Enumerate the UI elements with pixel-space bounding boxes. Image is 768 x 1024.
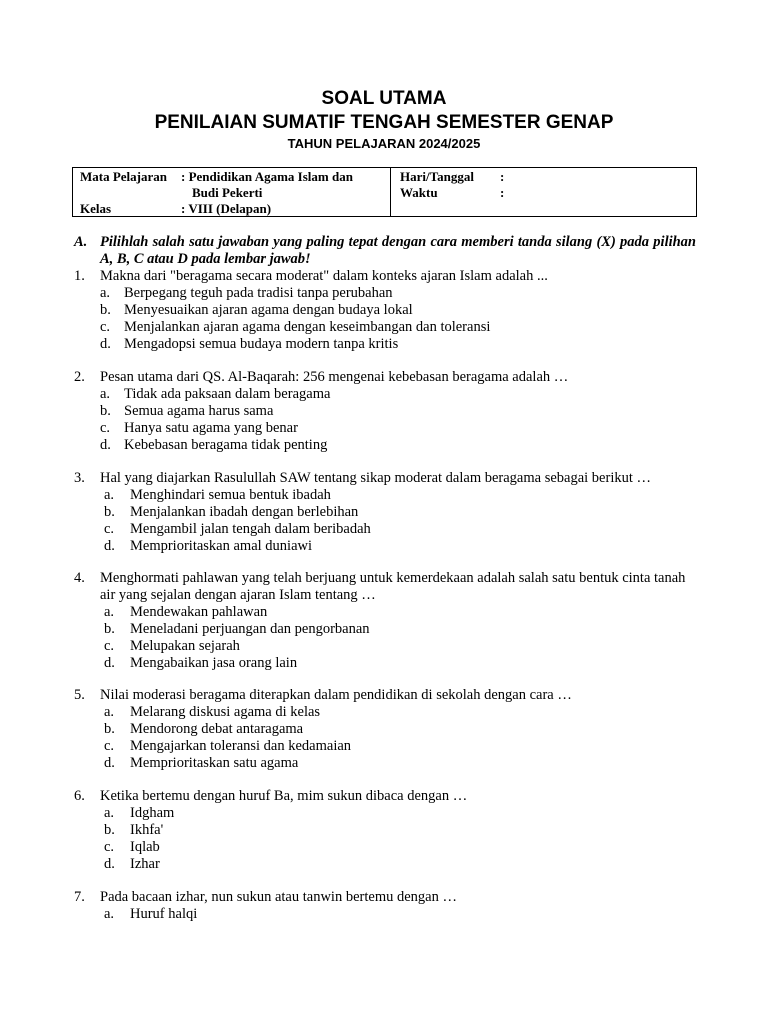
time-label: Waktu	[400, 185, 438, 200]
option-letter: b.	[104, 621, 115, 637]
subject-label: Mata Pelajaran	[80, 169, 168, 184]
option-text: Mendorong debat antaragama	[130, 721, 304, 737]
question-number: 6.	[74, 788, 85, 804]
option-text: Mengabaikan jasa orang lain	[130, 655, 298, 671]
question-5	[74, 687, 696, 772]
option-text: Idgham	[130, 805, 175, 821]
option-c	[74, 638, 696, 655]
question-3	[74, 470, 696, 555]
option-letter: c.	[104, 839, 115, 855]
option-c	[74, 521, 696, 538]
option-a	[74, 906, 696, 923]
option-letter: d.	[104, 538, 115, 554]
option-text: Berpegang teguh pada tradisi tanpa perubahan	[124, 285, 393, 301]
option-text: Tidak ada paksaan dalam beragama	[124, 386, 331, 402]
option-b	[74, 822, 696, 839]
question-number: 7.	[74, 889, 85, 905]
option-text: Huruf halqi	[130, 906, 198, 922]
option-text: Semua agama harus sama	[124, 403, 274, 419]
option-c	[74, 319, 696, 336]
option-letter: d.	[100, 437, 111, 453]
option-letter: b.	[100, 403, 111, 419]
section-marker: A.	[74, 234, 88, 250]
option-d	[74, 336, 696, 353]
option-letter: b.	[104, 721, 115, 737]
question-number: 2.	[74, 369, 85, 385]
option-text: Menjalankan ajaran agama dengan keseimbangan dan toleransi	[124, 319, 491, 335]
option-letter: d.	[104, 856, 115, 872]
question-6	[74, 788, 696, 873]
option-letter: a.	[104, 704, 115, 720]
option-letter: c.	[100, 319, 111, 335]
option-b	[74, 403, 696, 420]
option-text: Mengadopsi semua budaya modern tanpa kritis	[124, 336, 399, 352]
option-letter: d.	[104, 755, 115, 771]
exam-title: SOAL UTAMA	[321, 88, 447, 109]
option-b	[74, 504, 696, 521]
question-text: Pesan utama dari QS. Al-Baqarah: 256 mengenai kebebasan beragama adalah …	[100, 369, 569, 385]
option-a	[74, 285, 696, 302]
option-text: Melupakan sejarah	[130, 638, 240, 654]
option-letter: a.	[100, 386, 111, 402]
option-b	[74, 721, 696, 738]
option-b	[74, 302, 696, 319]
option-text: Izhar	[130, 856, 160, 872]
option-text: Meneladani perjuangan dan pengorbanan	[130, 621, 370, 637]
option-a	[74, 604, 696, 621]
option-a	[74, 704, 696, 721]
option-d	[74, 856, 696, 873]
option-b	[74, 621, 696, 638]
day-date-value: :	[500, 169, 505, 184]
option-letter: d.	[104, 655, 115, 671]
question-number: 1.	[74, 268, 85, 284]
option-text: Mendewakan pahlawan	[130, 604, 268, 620]
section-instruction	[74, 234, 696, 268]
day-date-label: Hari/Tanggal	[400, 169, 474, 184]
question-text: Nilai moderasi beragama diterapkan dalam pendidikan di sekolah dengan cara …	[100, 687, 572, 703]
option-a	[74, 487, 696, 504]
option-letter: b.	[104, 504, 115, 520]
option-text: Ikhfa'	[130, 822, 164, 838]
option-letter: a.	[104, 805, 115, 821]
option-letter: c.	[104, 521, 115, 537]
option-d	[74, 655, 696, 672]
class-label: Kelas	[80, 201, 112, 216]
subject-value: : Pendidikan Agama Islam dan	[181, 169, 353, 184]
option-text: Iqlab	[130, 839, 160, 855]
question-text: Menghormati pahlawan yang telah berjuang untuk kemerdekaan adalah salah satu bentuk cinta tanah air yang sejalan dengan ajaran Islam tentang …	[100, 570, 686, 603]
question-text: Makna dari "beragama secara moderat" dalam konteks ajaran Islam adalah ...	[100, 268, 548, 284]
time-value: :	[500, 185, 505, 200]
option-a	[74, 386, 696, 403]
option-text: Melarang diskusi agama di kelas	[130, 704, 321, 720]
option-text: Mengajarkan toleransi dan kedamaian	[130, 738, 352, 754]
option-text: Menghindari semua bentuk ibadah	[130, 487, 331, 503]
question-1	[74, 268, 696, 353]
option-d	[74, 437, 696, 454]
option-text: Hanya satu agama yang benar	[124, 420, 298, 436]
option-c	[74, 839, 696, 856]
instruction-text: Pilihlah salah satu jawaban yang paling tepat dengan cara memberi tanda silang (X) pada pilihan A, B, C atau D pada lembar jawab!	[100, 234, 696, 267]
question-number: 3.	[74, 470, 85, 486]
class-value: : VIII (Delapan)	[181, 201, 272, 216]
exam-subtitle: PENILAIAN SUMATIF TENGAH SEMESTER GENAP	[154, 112, 614, 133]
exam-info-box	[72, 167, 697, 217]
option-letter: b.	[104, 822, 115, 838]
option-letter: a.	[104, 604, 115, 620]
option-letter: b.	[100, 302, 111, 318]
subject-value-continued: Budi Pekerti	[192, 185, 263, 200]
option-c	[74, 420, 696, 437]
question-2	[74, 369, 696, 454]
question-number: 5.	[74, 687, 85, 703]
option-letter: d.	[100, 336, 111, 352]
option-c	[74, 738, 696, 755]
question-4	[74, 570, 696, 672]
info-box-divider	[390, 168, 391, 216]
question-number: 4.	[74, 570, 85, 586]
academic-year: TAHUN PELAJARAN 2024/2025	[287, 136, 481, 151]
option-text: Memprioritaskan amal duniawi	[130, 538, 313, 554]
option-d	[74, 755, 696, 772]
option-letter: c.	[104, 638, 115, 654]
option-d	[74, 538, 696, 555]
option-letter: c.	[104, 738, 115, 754]
option-letter: a.	[100, 285, 111, 301]
option-letter: a.	[104, 487, 115, 503]
option-letter: c.	[100, 420, 111, 436]
option-text: Memprioritaskan satu agama	[130, 755, 299, 771]
option-text: Menjalankan ibadah dengan berlebihan	[130, 504, 359, 520]
option-text: Menyesuaikan ajaran agama dengan budaya lokal	[124, 302, 413, 318]
question-text: Ketika bertemu dengan huruf Ba, mim sukun dibaca dengan …	[100, 788, 468, 804]
question-text: Hal yang diajarkan Rasulullah SAW tentang sikap moderat dalam beragama sebagai berikut …	[100, 470, 652, 486]
option-letter: a.	[104, 906, 115, 922]
question-7	[74, 889, 696, 923]
option-text: Kebebasan beragama tidak penting	[124, 437, 328, 453]
question-text: Pada bacaan izhar, nun sukun atau tanwin bertemu dengan …	[100, 889, 457, 905]
option-text: Mengambil jalan tengah dalam beribadah	[130, 521, 371, 537]
option-a	[74, 805, 696, 822]
